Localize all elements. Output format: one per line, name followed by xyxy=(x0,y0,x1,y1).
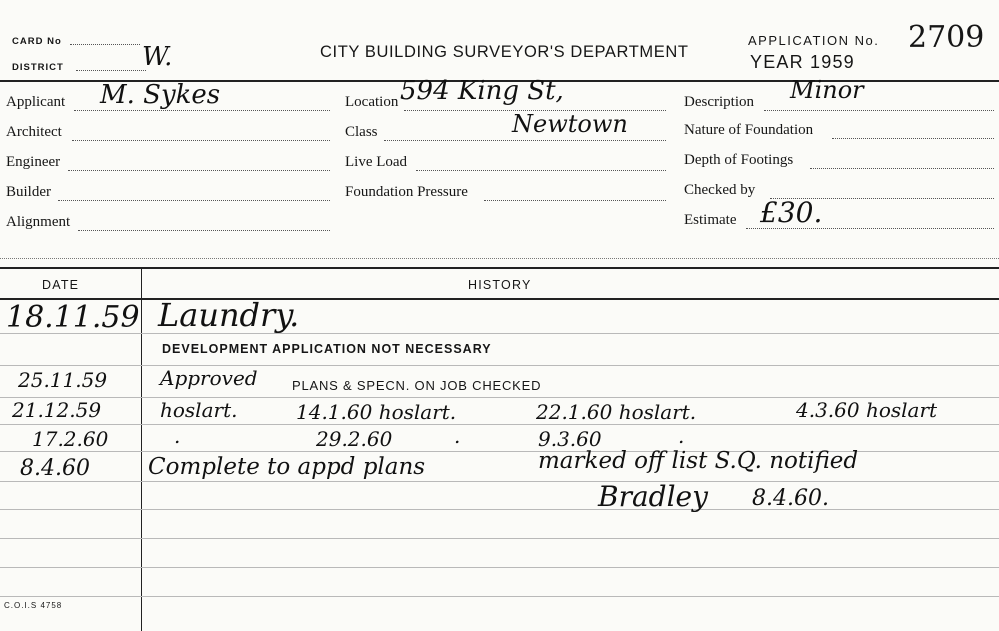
applicant-label: Applicant xyxy=(6,94,66,110)
history-entry-5a: . xyxy=(174,424,181,448)
district-label: DISTRICT xyxy=(12,62,64,73)
history-text-6: Complete to appd plans xyxy=(148,454,426,480)
application-no: 2709 xyxy=(908,20,985,55)
history-top-rule xyxy=(0,267,999,269)
history-entry-4c: 4.3.60 hoslart xyxy=(796,398,938,422)
card-no-label: CARD No xyxy=(12,36,62,47)
signature-date: 8.4.60. xyxy=(752,486,829,511)
history-typed-3: PLANS & SPECN. ON JOB CHECKED xyxy=(292,378,542,393)
engineer-line xyxy=(68,170,330,171)
depth-of-footings-line xyxy=(810,168,994,169)
nature-of-foundation-line xyxy=(832,138,994,139)
location-label: Location xyxy=(345,94,399,110)
history-entry-5d: 9.3.60 xyxy=(538,427,602,451)
architect-line xyxy=(72,140,330,141)
fields-bottom-line xyxy=(0,258,999,259)
history-text-1: Laundry. xyxy=(158,296,300,334)
year: YEAR 1959 xyxy=(750,52,855,72)
history-rule-6 xyxy=(0,481,999,482)
engineer-label: Engineer xyxy=(6,154,61,170)
history-rule-8 xyxy=(0,538,999,539)
history-text-4: hoslart. xyxy=(160,398,238,422)
department-title: CITY BUILDING SURVEYOR'S DEPARTMENT xyxy=(320,43,689,61)
history-date-4: 21.12.59 xyxy=(12,398,102,422)
applicant-value: M. Sykes xyxy=(100,80,221,110)
history-entry-5b: 29.2.60 xyxy=(316,427,393,451)
card-no-line xyxy=(70,44,140,45)
date-header: DATE xyxy=(42,278,80,292)
history-entry-4b: 22.1.60 hoslart. xyxy=(536,400,697,424)
class-label: Class xyxy=(345,124,378,140)
form-code: C.O.I.S 4758 xyxy=(4,601,63,610)
history-header: HISTORY xyxy=(468,278,532,292)
history-entry-5e: . xyxy=(678,424,685,448)
description-label: Description xyxy=(684,94,754,110)
district-value: W. xyxy=(142,42,173,72)
history-entry-5c: . xyxy=(454,424,461,448)
builder-line xyxy=(58,200,330,201)
history-rule-9 xyxy=(0,567,999,568)
history-typed-2: DEVELOPMENT APPLICATION NOT NECESSARY xyxy=(162,342,492,356)
location-value: 594 King St, xyxy=(400,76,564,106)
foundation-pressure-label: Foundation Pressure xyxy=(345,184,468,200)
nature-of-foundation-label: Nature of Foundation xyxy=(684,122,814,138)
applicant-line xyxy=(74,110,330,111)
depth-of-footings-label: Depth of Footings xyxy=(684,152,794,168)
date-column-divider xyxy=(141,269,142,631)
history-date-5: 17.2.60 xyxy=(32,427,109,451)
history-header-rule xyxy=(0,298,999,300)
history-entry-4a: 14.1.60 hoslart. xyxy=(296,400,457,424)
architect-label: Architect xyxy=(6,124,62,140)
history-text-3: Approved xyxy=(160,366,258,390)
history-date-6: 8.4.60 xyxy=(20,456,90,481)
history-rule-1 xyxy=(0,333,999,334)
estimate-value: £30. xyxy=(760,196,823,229)
signature: Bradley xyxy=(598,480,708,513)
application-no-label: APPLICATION No. xyxy=(748,33,880,48)
district-line xyxy=(76,70,146,71)
foundation-pressure-line xyxy=(484,200,666,201)
alignment-line xyxy=(78,230,330,231)
history-rule-2 xyxy=(0,365,999,366)
alignment-label: Alignment xyxy=(6,214,71,230)
history-date-3: 25.11.59 xyxy=(18,368,108,392)
live-load-line xyxy=(416,170,666,171)
description-value: Minor xyxy=(790,76,864,104)
location-value-2: Newtown xyxy=(512,110,628,138)
checked-by-label: Checked by xyxy=(684,182,756,198)
history-date-1: 18.11.59 xyxy=(6,300,140,335)
history-rule-7 xyxy=(0,509,999,510)
class-line xyxy=(384,140,666,141)
history-rule-4 xyxy=(0,424,999,425)
live-load-label: Live Load xyxy=(345,154,408,170)
history-rule-10 xyxy=(0,596,999,597)
history-text-6b: marked off list S.Q. notified xyxy=(538,448,859,474)
description-line xyxy=(764,110,994,111)
estimate-label: Estimate xyxy=(684,212,737,228)
builder-label: Builder xyxy=(6,184,51,200)
